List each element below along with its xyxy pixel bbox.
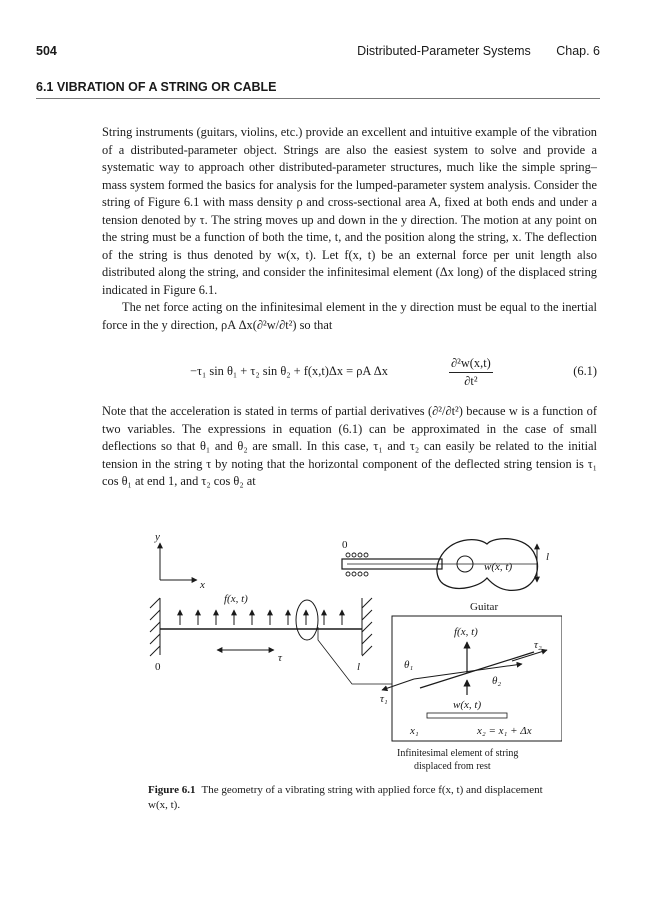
y-axis-label: y [155,531,160,543]
equation-6-1 [102,356,597,396]
theta1-label: θ₁ [404,659,414,671]
inset-caption-line-1: Infinitesimal element of string [397,748,519,759]
left-wall [150,598,160,656]
tau2-label: τ₂ [534,639,542,651]
figure-6-1 [142,530,562,780]
page-header [36,44,600,64]
tau1-label: τ₁ [380,693,388,705]
tension-label: τ [278,652,282,664]
coordinate-axes [154,531,205,591]
string-geometry-diagram [142,530,562,775]
x1-label: x₁ [410,725,419,737]
element-force-label: f(x, t) [454,626,478,638]
page-number: 504 [36,44,57,58]
figure-caption-text: The geometry of a vibrating string with applied force f(x, t) and displacement w(x, t). [148,784,543,811]
right-wall [362,598,372,656]
guitar-name-label: Guitar [470,601,499,613]
guitar-zero-label: 0 [342,539,348,551]
paragraph-2: The net force acting on the infinitesimal element in the y direction must be equal to the inertial force in the y direction, ρA Δx(∂²w/∂t²) so that [102,300,597,332]
paragraph-1: String instruments (guitars, violins, etc.) provide an excellent and intuitive example of the vibration of a distributed-parameter object. Strings are also the easiest system to solve and provide a systematic way to approach other distributed-parameter structures, much like the simple spring–mass system formed the basics for analysis for the lumped-parameter system analysis. Consider the string of Figure 6.1 with mass density ρ and cross-sectional area A, fixed at both ends and under a tension denoted by τ. The string moves up and down in the y direction. The motion at any point on the string must be a function of both the time, t, and the position along the string, x. The deflection of the string is thus denoted by w(x, t). Let f(x, t) be an external force per unit length also distributed along the string, and consider the infinitesimal element (Δx long) of the displaced string indicated in Figure 6.1. [102,125,597,297]
chapter-label: Chap. 6 [556,44,600,58]
equation-fraction [449,356,493,389]
figure-caption-label: Figure 6.1 [148,784,196,796]
theta2-label: θ₂ [492,675,502,687]
force-label: f(x, t) [224,593,248,605]
origin-label: 0 [155,661,161,673]
figure-caption [148,783,558,813]
length-label: l [357,661,361,673]
equation-numerator: ∂²w(x,t) [449,356,493,373]
equation-lhs: −τ₁ sin θ₁ + τ₂ sin θ₂ + f(x,t)Δx = ρA Δx [190,364,388,378]
body-text-top [102,124,597,334]
guitar-w-label: w(x, t) [484,561,513,573]
element-w-label: w(x, t) [453,699,482,711]
guitar-l-label: l [546,551,550,563]
body-text-bottom [102,403,597,491]
inset-connector [318,627,392,684]
running-head [335,44,600,58]
inset-caption-line-2: displaced from rest [414,761,491,772]
book-section-title: Distributed-Parameter Systems [357,44,531,58]
x-axis-label: x [200,579,205,591]
paragraph-3: Note that the acceleration is stated in terms of partial derivatives (∂²/∂t²) because w is a function of two variables. The expressions in equation (6.1) can be approximated in the case of small deflections so that θ₁ and θ₂ are small. In this case, τ₁ and τ₂ can easily be related to the initial tension in the string τ by noting that the horizontal component of the deflected string tension is τ₁ cos θ₁ at end 1, and τ₂ cos θ₂ at [102,404,597,488]
guitar-drawing [342,539,549,613]
section-title: 6.1 VIBRATION OF A STRING OR CABLE [36,80,600,99]
equation-denominator: ∂t² [464,374,478,388]
equation-number: (6.1) [573,364,597,378]
x2-label: x₂ = x₁ + Δx [477,725,532,737]
element-highlight-ellipse [296,600,318,640]
